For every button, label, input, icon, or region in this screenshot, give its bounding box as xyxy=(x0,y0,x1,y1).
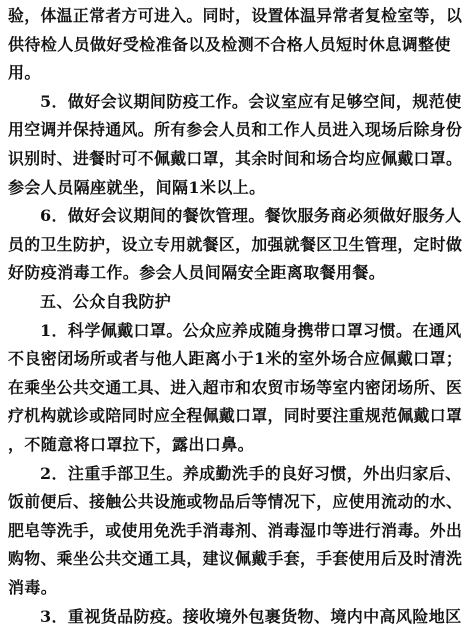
paragraph-5-start: 5．做好会议期间防疫工作。会议室应有足够空间，规范使 xyxy=(40,91,462,111)
text-line: 消毒。 xyxy=(8,578,58,597)
text-line: 用空调并保持通风。所有参会人员和工作人员进入现场后除身份 xyxy=(8,120,462,140)
text-line: 饭前便后、接触公共设施或物品后等情况下，应使用流动的水、 xyxy=(8,492,462,512)
document-page xyxy=(8,0,462,627)
text-line: 供待检人员做好受检准备以及检测不合格人员短时休息调整使 xyxy=(8,34,451,54)
text-line: 验，体温正常者方可进入。同时，设置体温异常者复检室等，以 xyxy=(8,6,462,25)
section-heading: 五、公众自我防护 xyxy=(40,292,172,311)
text-line: 员的卫生防护，设立专用就餐区，加强就餐区卫生管理，定时做 xyxy=(8,234,462,254)
text-line: 参会人员隔座就坐，间隔1米以上。 xyxy=(8,177,266,197)
text-line: 疗机构就诊或陪同时应全程佩戴口罩，同时要注重规范佩戴口罩 xyxy=(8,406,462,426)
text-line: 识别时、进餐时可不佩戴口罩，其余时间和场合均应佩戴口罩。 xyxy=(8,149,462,168)
paragraph-2-start: 2．注重手部卫生。养成勤洗手的良好习惯，外出归家后、 xyxy=(40,463,462,483)
text-line: 购物、乘坐公共交通工具，建议佩戴手套，手套使用后及时清洗 xyxy=(8,549,462,569)
paragraph-3-start: 3．重视货品防疫。接收境外包裹货物、境内中高风险地区 xyxy=(40,606,462,626)
paragraph-1-start: 1．科学佩戴口罩。公众应养成随身携带口罩习惯。在通风 xyxy=(40,320,462,340)
paragraph-6-start: 6．做好会议期间的餐饮管理。餐饮服务商必须做好服务人 xyxy=(40,206,462,226)
text-line: 在乘坐公共交通工具、进入超市和农贸市场等室内密闭场所、医 xyxy=(8,377,462,397)
text-line: 不良密闭场所或者与他人距离小于1米的室外场合应佩戴口罩； xyxy=(8,349,462,369)
text-line: ，不随意将口罩拉下，露出口鼻。 xyxy=(8,435,255,454)
text-line: 肥皂等洗手，或使用免洗手消毒剂、消毒湿巾等进行消毒。外出 xyxy=(8,520,462,540)
text-line: 用。 xyxy=(8,63,41,83)
text-line: 好防疫消毒工作。参会人员间隔安全距离取餐用餐。 xyxy=(8,263,386,283)
